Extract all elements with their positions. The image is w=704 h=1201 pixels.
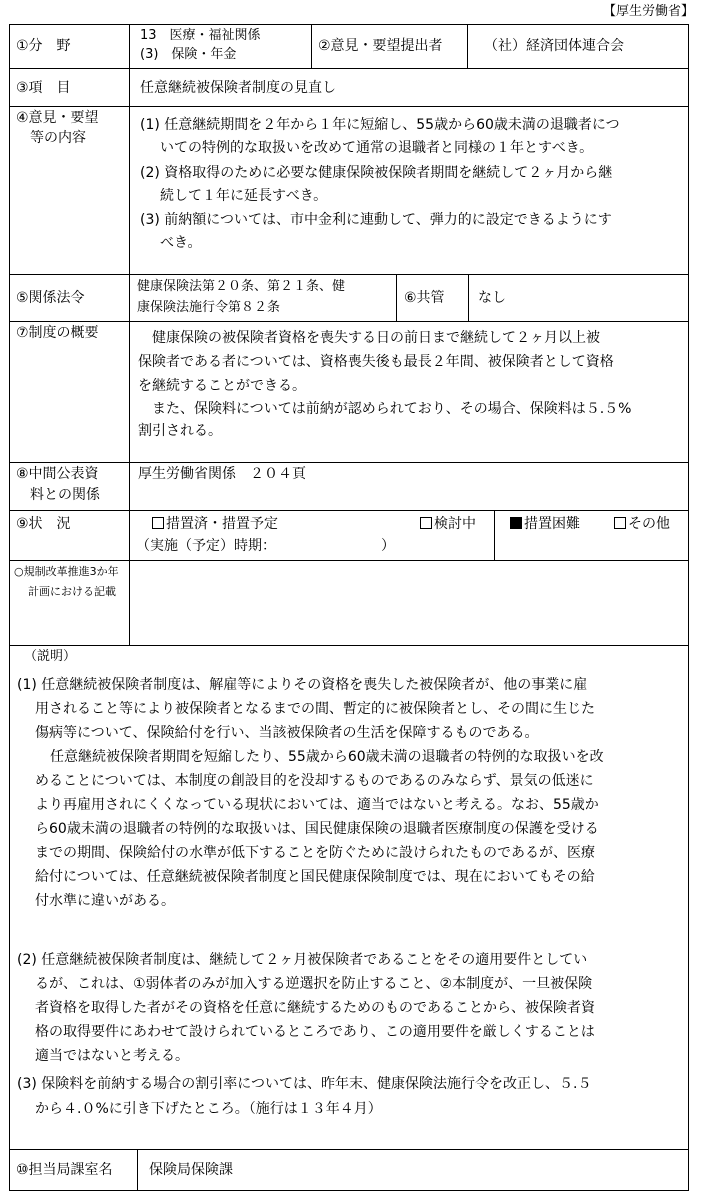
explanation-line: (2) 任意継続被保険者制度は、継続して２ヶ月被保険者であることをその適用要件としてい	[17, 952, 588, 968]
explanation-line: (1) 任意継続被保険者制度は、解雇等によりその資格を喪失した被保険者が、他の事業に雇	[17, 677, 588, 693]
status-label: ⑨状 況	[16, 516, 71, 532]
checked-checkbox-icon	[510, 517, 522, 529]
request-line: 続して１年に延長すべき。	[160, 188, 328, 204]
laws-value-line2: 康保険法施行令第８２条	[137, 300, 281, 315]
laws-value-line1: 健康保険法第２０条、第２１条、健	[137, 279, 346, 294]
interim-label-line2: 料との関係	[30, 487, 100, 503]
explanation-line: 格の取得要件にあわせて設けられているところであり、この適用要件を厳しくすることは	[35, 1024, 595, 1040]
request-line: (3) 前納額については、市中金利に連動して、弾力的に設定できるようにす	[140, 212, 612, 228]
explanation-line: から４.０%に引き下げたところ。（施行は１３年４月）	[35, 1101, 382, 1117]
item-value: 任意継続被保険者制度の見直し	[140, 80, 336, 96]
explanation-line: めることについては、本制度の創設目的を没却するものであるのみならず、景気の低迷に	[35, 773, 594, 789]
joint-label: ⑥共管	[404, 290, 445, 306]
status-option-review-label: 検討中	[434, 516, 476, 532]
status-option-difficult-label: 措置困難	[524, 516, 580, 532]
explanation-line: より再雇用されにくくなっている現状においては、適当ではないと考える。なお、55歳か	[35, 797, 599, 813]
status-option-other-label: その他	[628, 516, 670, 532]
plan-label-line2: 計画における記載	[28, 585, 116, 598]
submitter-value: （社）経済団体連合会	[484, 38, 624, 54]
explanation-line: 任意継続被保険者期間を短縮したり、55歳から60歳未満の退職者の特例的な取扱いを改	[50, 749, 604, 765]
footer-label: ⑩担当局課室名	[16, 1162, 113, 1178]
explanation-line: 者資格を取得した者がその資格を任意に継続するためのものであることから、被保険者資	[35, 1000, 595, 1016]
ministry-tag: 【厚生労働省】	[602, 4, 694, 19]
joint-value: なし	[478, 290, 506, 306]
footer-value: 保険局保険課	[149, 1162, 233, 1178]
explanation-line: 適当ではないと考える。	[35, 1048, 189, 1064]
status-option-other[interactable]	[614, 513, 670, 535]
laws-label: ⑤関係法令	[16, 290, 85, 306]
status-option-review[interactable]	[420, 513, 476, 535]
explanation-line: までの期間、保険給付の水準が低下することを防ぐために設けられたものであるが、医療	[35, 845, 595, 861]
explanation-line: 用されること等により被保険者となるまでの間、暫定的に被保険者とし、その間に生じた	[35, 701, 595, 717]
status-option-difficult[interactable]	[510, 513, 580, 535]
plan-label-line1: ○規制改革推進3か年	[14, 565, 119, 578]
overview-line: 割引される。	[138, 423, 222, 439]
request-line: (1) 任意継続期間を２年から１年に短縮し、55歳から60歳未満の退職者につ	[140, 117, 620, 133]
explanation-line: (3) 保険料を前納する場合の割引率については、昨年末、健康保険法施行令を改正し、５.５	[17, 1076, 592, 1092]
request-label-line2: 等の内容	[30, 130, 86, 146]
overview-line: また、保険料については前納が認められており、その場合、保険料は５.５%	[152, 401, 632, 417]
checkbox-icon	[420, 517, 432, 529]
item-label: ③項 目	[16, 80, 71, 96]
checkbox-icon	[614, 517, 626, 529]
field-label: ①分 野	[16, 38, 71, 54]
request-line: べき。	[160, 235, 202, 251]
overview-line: を継続することができる。	[138, 378, 306, 394]
status-option-done-label: 措置済・措置予定	[166, 516, 278, 532]
interim-value: 厚生労働省関係 ２０４頁	[138, 466, 306, 482]
field-value-line1: 13 医療・福祉関係	[140, 28, 261, 43]
checkbox-icon	[152, 517, 164, 529]
request-line: (2) 資格取得のために必要な健康保険被保険者期間を継続して２ヶ月から継	[140, 165, 613, 181]
status-option-done[interactable]	[152, 513, 278, 535]
explanation-line: 給付については、任意継続被保険者制度と国民健康保険制度では、現在においてもその給	[35, 869, 595, 885]
status-period: （実施（予定）時期： ）	[136, 538, 395, 554]
overview-line: 健康保険の被保険者資格を喪失する日の前日まで継続して２ヶ月以上被	[152, 330, 600, 346]
request-label-line1: ④意見・要望	[16, 110, 99, 126]
explanation-line: 付水準に違いがある。	[35, 893, 175, 909]
overview-label: ⑦制度の概要	[16, 325, 99, 341]
interim-label-line1: ⑧中間公表資	[16, 466, 99, 482]
field-value-line2: (3) 保険・年金	[140, 47, 237, 62]
explanation-line: ら60歳未満の退職者の特例的な取扱いは、国民健康保険の退職者医療制度の保護を受ける	[35, 821, 599, 837]
overview-line: 保険者である者については、資格喪失後も最長２年間、被保険者として資格	[138, 354, 614, 370]
submitter-label: ②意見・要望提出者	[318, 38, 443, 54]
explanation-line: 傷病等について、保険給付を行い、当該被保険者の生活を保障するものである。	[35, 725, 539, 741]
explanation-line: るが、これは、①弱体者のみが加入する逆選択を防止すること、②本制度が、一旦被保険	[35, 976, 593, 992]
explanation-heading: （説明）	[24, 649, 77, 664]
request-line: いての特例的な取扱いを改めて通常の退職者と同様の１年とすべき。	[160, 140, 594, 156]
